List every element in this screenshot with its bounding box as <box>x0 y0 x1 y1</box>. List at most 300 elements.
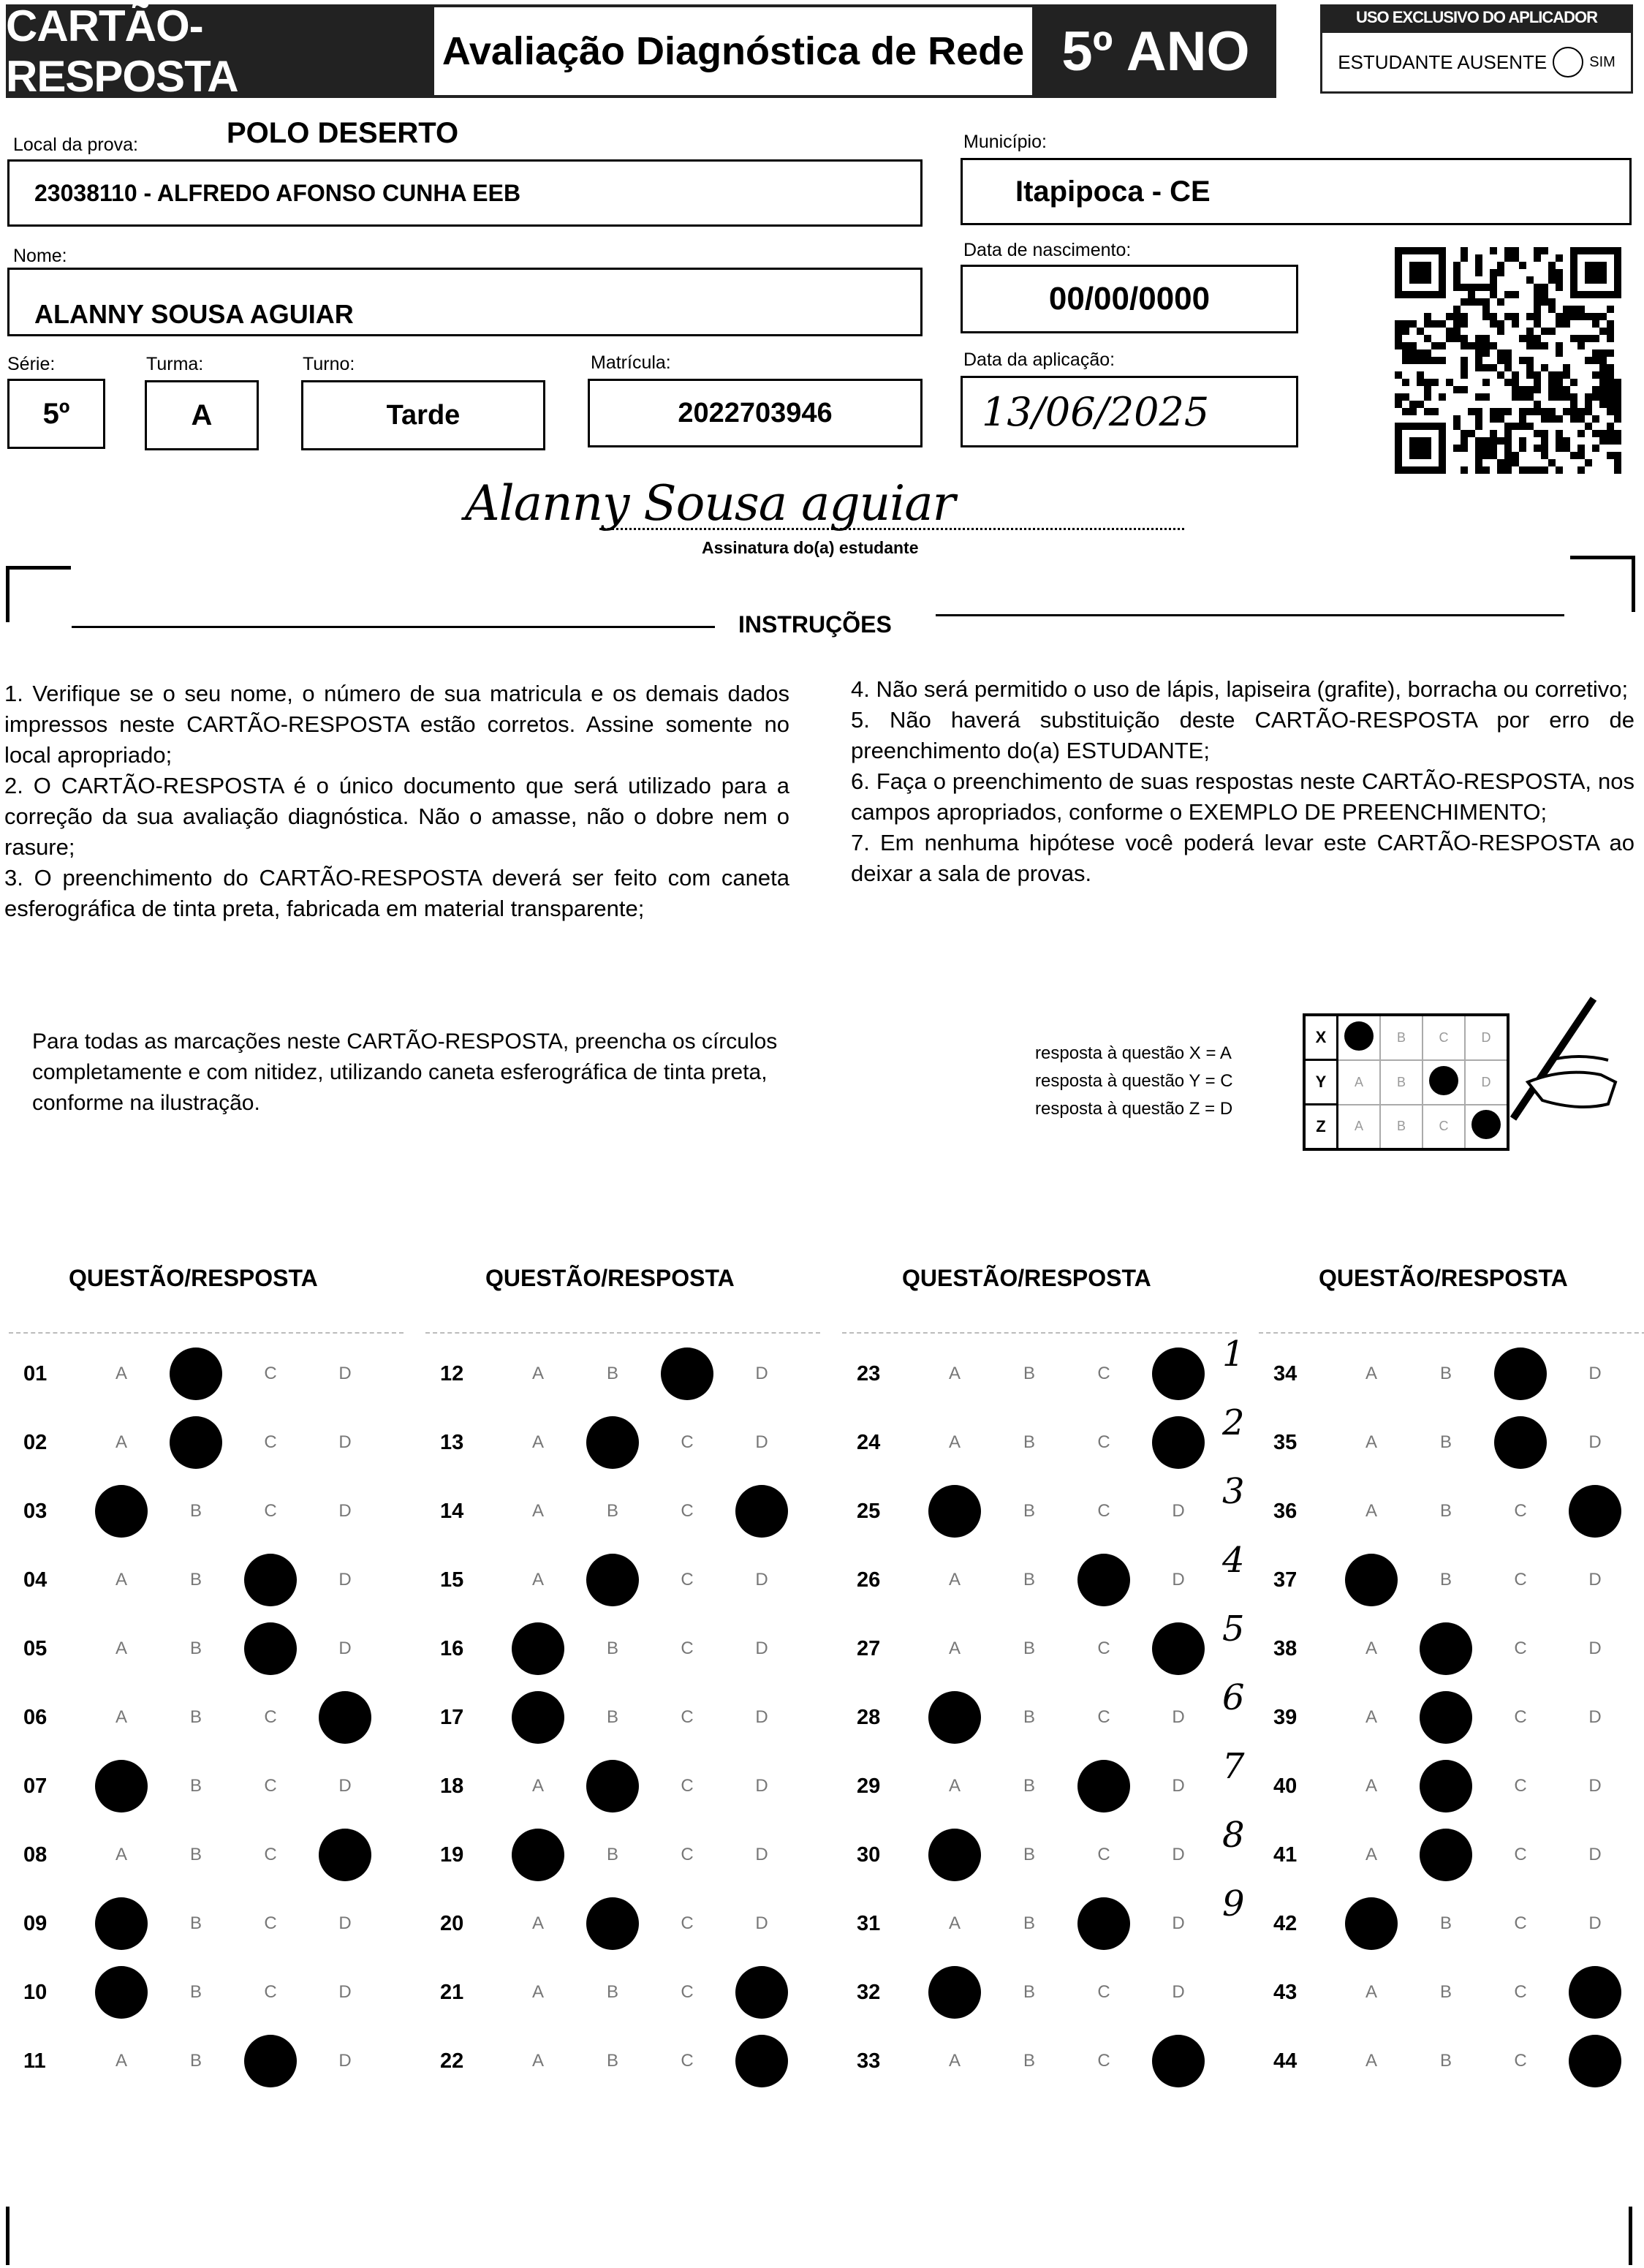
answer-row <box>9 2027 404 2095</box>
handwritten-note: 1 <box>1222 1334 1245 1375</box>
handwritten-note: 6 <box>1222 1677 1245 1718</box>
applicator-label: USO EXCLUSIVO DO APLICADOR <box>1320 4 1633 31</box>
answer-bubble-b[interactable]: B <box>189 1707 202 1727</box>
answer-row <box>1259 1477 1644 1546</box>
answer-bubble-b[interactable] <box>586 1760 639 1812</box>
instruction-3: 3. O preenchimento do CARTÃO-RESPOSTA deverá ser feito com caneta esferográfica de tinta preta, fabricada em material transparente; <box>4 865 789 921</box>
nascimento-label: Data de nascimento: <box>963 240 1132 260</box>
answer-bubble-a[interactable]: A <box>1365 1364 1377 1383</box>
answer-bubble-d[interactable]: D <box>1172 1982 1185 2002</box>
answer-bubble-d[interactable]: D <box>338 1913 352 1933</box>
answer-row <box>9 1408 404 1477</box>
answer-bubble-b[interactable]: B <box>606 1982 618 2002</box>
answer-bubble-a[interactable]: A <box>1365 1845 1377 1864</box>
answer-bubble-b[interactable]: B <box>1439 1570 1452 1590</box>
answer-bubble-b[interactable]: B <box>606 2051 618 2071</box>
answer-bubble-d[interactable]: D <box>1172 1913 1185 1933</box>
answer-row <box>9 1683 404 1752</box>
answer-bubble-c[interactable]: C <box>264 1707 277 1727</box>
answer-bubble-c[interactable]: C <box>681 1570 694 1590</box>
answer-bubble-a[interactable] <box>95 1966 148 2019</box>
answer-bubble-a[interactable] <box>512 1691 564 1744</box>
answer-bubble-b[interactable]: B <box>1023 1707 1035 1727</box>
answer-bubble-c[interactable]: C <box>1097 1707 1110 1727</box>
answer-row <box>1259 1821 1644 1889</box>
example-bubble: D <box>1465 1060 1508 1105</box>
answer-bubble-a[interactable]: A <box>1365 1707 1377 1727</box>
answer-bubble-b[interactable]: B <box>1439 2051 1452 2071</box>
qr-code <box>1395 246 1621 475</box>
answer-bubble-c[interactable] <box>244 1622 297 1675</box>
question-number: 18 <box>440 1774 464 1798</box>
instructions-title: INSTRUÇÕES <box>738 611 892 638</box>
answer-bubble-d[interactable]: D <box>755 1845 768 1864</box>
answer-bubble-d[interactable]: D <box>338 1638 352 1658</box>
example-bubble: B <box>1380 1105 1423 1150</box>
answer-bubble-b[interactable] <box>1420 1691 1472 1744</box>
answer-bubble-c[interactable]: C <box>681 1638 694 1658</box>
answer-bubble-d[interactable]: D <box>1588 1364 1602 1383</box>
answer-bubble-a[interactable]: A <box>531 1913 544 1933</box>
example-line-x: resposta à questão X = A <box>1035 1043 1232 1063</box>
turma-field: A <box>145 380 259 450</box>
answer-bubble-d[interactable] <box>1569 1485 1621 1538</box>
question-number: 11 <box>23 2049 46 2073</box>
question-number: 01 <box>23 1361 48 1386</box>
answer-bubble-d[interactable] <box>319 1691 371 1744</box>
answer-bubble-b[interactable] <box>1420 1829 1472 1881</box>
answer-bubble-b[interactable]: B <box>1439 1501 1452 1521</box>
absent-checkbox[interactable] <box>1553 47 1583 78</box>
answer-bubble-b[interactable] <box>1420 1622 1472 1675</box>
instruction-5: 5. Não haverá substituição deste CARTÃO-RESPOSTA por erro de preenchimento do(a) ESTUDANTE; <box>851 707 1634 763</box>
local-value: POLO DESERTO <box>227 117 459 149</box>
answer-bubble-c[interactable] <box>1494 1416 1547 1469</box>
example-bubble: A <box>1338 1105 1381 1150</box>
answer-bubble-c[interactable] <box>1077 1554 1130 1606</box>
answer-bubble-c[interactable]: C <box>1097 1501 1110 1521</box>
question-number: 31 <box>857 1911 881 1935</box>
answer-bubble-c[interactable]: C <box>264 1776 277 1796</box>
example-line-z: resposta à questão Z = D <box>1035 1099 1233 1119</box>
answer-bubble-a[interactable]: A <box>948 1570 961 1590</box>
answer-bubble-a[interactable]: A <box>531 2051 544 2071</box>
answer-bubble-a[interactable]: A <box>1365 1982 1377 2002</box>
school-field: 23038110 - ALFREDO AFONSO CUNHA EEB <box>7 159 923 227</box>
answer-bubble-c[interactable]: C <box>264 1913 277 1933</box>
answer-column <box>842 1332 1237 2095</box>
answer-bubble-b[interactable]: B <box>606 1707 618 1727</box>
question-number: 17 <box>440 1705 464 1729</box>
answer-bubble-b[interactable] <box>170 1416 222 1469</box>
answer-bubble-d[interactable]: D <box>338 1570 352 1590</box>
answer-bubble-c[interactable]: C <box>1097 1638 1110 1658</box>
answer-row <box>842 1546 1237 1614</box>
answer-bubble-c[interactable]: C <box>1514 1982 1527 2002</box>
answer-row <box>842 1821 1237 1889</box>
example-bubble: D <box>1465 1015 1508 1060</box>
example-bubble <box>1423 1060 1465 1105</box>
instructions-left <box>4 678 789 924</box>
answer-bubble-b[interactable]: B <box>189 2051 202 2071</box>
local-label: Local da prova: <box>13 135 138 155</box>
example-bubble: C <box>1423 1105 1465 1150</box>
instruction-7: 7. Em nenhuma hipótese você poderá levar este CARTÃO-RESPOSTA ao deixar a sala de provas. <box>851 830 1634 886</box>
answer-bubble-d[interactable]: D <box>1588 1845 1602 1864</box>
answer-bubble-c[interactable]: C <box>681 1501 694 1521</box>
corner-mark-bottom-right <box>1599 2207 1632 2265</box>
answer-bubble-c[interactable]: C <box>1514 1913 1527 1933</box>
answer-bubble-c[interactable]: C <box>681 1707 694 1727</box>
answer-bubble-d[interactable]: D <box>755 1707 768 1727</box>
answer-bubble-a[interactable]: A <box>115 1707 127 1727</box>
absent-field <box>1320 31 1633 94</box>
answer-bubble-a[interactable]: A <box>1365 1776 1377 1796</box>
answer-bubble-a[interactable]: A <box>115 1845 127 1864</box>
question-number: 32 <box>857 1980 881 2004</box>
answer-bubble-b[interactable]: B <box>606 1845 618 1864</box>
answer-row <box>9 1821 404 1889</box>
answer-row <box>842 1958 1237 2027</box>
answer-bubble-b[interactable]: B <box>606 1364 618 1383</box>
answer-row <box>9 1889 404 1958</box>
answer-bubble-b[interactable]: B <box>606 1638 618 1658</box>
answer-bubble-d[interactable]: D <box>755 1913 768 1933</box>
pen-illustration <box>1484 994 1630 1148</box>
answer-bubble-a[interactable]: A <box>531 1432 544 1452</box>
question-number: 44 <box>1273 2049 1298 2073</box>
answer-bubble-d[interactable]: D <box>338 1776 352 1796</box>
answer-bubble-c[interactable]: C <box>681 1776 694 1796</box>
example-row-label: Z <box>1304 1105 1338 1150</box>
answer-bubble-b[interactable]: B <box>606 1501 618 1521</box>
answer-row <box>425 1821 820 1889</box>
question-number: 43 <box>1273 1980 1298 2004</box>
answer-bubble-a[interactable]: A <box>1365 2051 1377 2071</box>
answer-row <box>425 1339 820 1408</box>
answer-bubble-a[interactable] <box>928 1485 981 1538</box>
answer-bubble-d[interactable] <box>1152 1622 1205 1675</box>
answer-bubble-c[interactable] <box>1077 1760 1130 1812</box>
answer-row <box>9 1958 404 2027</box>
nome-field: ALANNY SOUSA AGUIAR <box>7 268 923 336</box>
answer-bubble-a[interactable]: A <box>531 1570 544 1590</box>
answer-bubble-c[interactable]: C <box>1097 1845 1110 1864</box>
question-number: 30 <box>857 1842 881 1867</box>
answer-bubble-c[interactable]: C <box>1514 1845 1527 1864</box>
answer-bubble-a[interactable]: A <box>1365 1432 1377 1452</box>
answer-bubble-a[interactable] <box>512 1829 564 1881</box>
answer-bubble-c[interactable]: C <box>1514 2051 1527 2071</box>
answer-bubble-a[interactable]: A <box>948 1364 961 1383</box>
answer-bubble-a[interactable]: A <box>115 1364 127 1383</box>
answer-bubble-d[interactable] <box>735 1485 788 1538</box>
question-number: 39 <box>1273 1705 1298 1729</box>
answer-bubble-b[interactable]: B <box>1023 1570 1035 1590</box>
answer-bubble-a[interactable]: A <box>115 2051 127 2071</box>
absent-option: SIM <box>1589 53 1615 70</box>
answer-bubble-d[interactable]: D <box>755 1364 768 1383</box>
answer-bubble-c[interactable] <box>1077 1897 1130 1950</box>
answer-bubble-b[interactable]: B <box>1023 1638 1035 1658</box>
answer-bubble-d[interactable] <box>1152 1347 1205 1400</box>
answer-bubble-c[interactable]: C <box>264 1982 277 2002</box>
answer-bubble-a[interactable]: A <box>531 1501 544 1521</box>
answer-row <box>842 1408 1237 1477</box>
question-number: 38 <box>1273 1636 1298 1660</box>
answer-bubble-c[interactable] <box>661 1347 713 1400</box>
question-number: 29 <box>857 1774 881 1798</box>
example-row <box>1304 1105 1508 1150</box>
question-number: 16 <box>440 1636 464 1660</box>
answer-bubble-c[interactable]: C <box>1514 1570 1527 1590</box>
answer-bubble-a[interactable] <box>928 1966 981 2019</box>
answer-row <box>9 1339 404 1408</box>
corner-mark-bottom-left <box>6 2207 39 2265</box>
answer-bubble-b[interactable]: B <box>1023 1364 1035 1383</box>
answer-bubble-d[interactable] <box>735 2035 788 2087</box>
question-number: 35 <box>1273 1430 1298 1454</box>
answer-bubble-a[interactable] <box>95 1760 148 1812</box>
question-number: 22 <box>440 2049 464 2073</box>
answer-bubble-a[interactable]: A <box>115 1638 127 1658</box>
answer-bubble-a[interactable] <box>95 1485 148 1538</box>
answer-bubble-b[interactable]: B <box>189 1982 202 2002</box>
answer-row <box>425 1752 820 1821</box>
answer-bubble-b[interactable] <box>586 1897 639 1950</box>
answer-bubble-d[interactable]: D <box>755 1776 768 1796</box>
answer-row <box>9 1546 404 1614</box>
instruction-6: 6. Faça o preenchimento de suas respostas neste CARTÃO-RESPOSTA, nos campos apropriados, conforme o EXEMPLO DE PREENCHIMENTO; <box>851 768 1634 825</box>
answer-bubble-c[interactable]: C <box>1097 2051 1110 2071</box>
answer-row <box>9 1614 404 1683</box>
question-number: 07 <box>23 1774 48 1798</box>
question-number: 15 <box>440 1568 464 1592</box>
answer-bubble-b[interactable]: B <box>189 1776 202 1796</box>
handwritten-note: 2 <box>1222 1402 1245 1443</box>
answer-bubble-a[interactable]: A <box>948 1913 961 1933</box>
example-line-y: resposta à questão Y = C <box>1035 1071 1233 1091</box>
municipio-field: Itapipoca - CE <box>961 158 1632 225</box>
answer-row <box>9 1477 404 1546</box>
corner-mark-top-right <box>1570 556 1635 612</box>
nome-label: Nome: <box>13 246 67 266</box>
question-number: 03 <box>23 1499 48 1523</box>
answer-bubble-d[interactable]: D <box>1588 1776 1602 1796</box>
answer-bubble-c[interactable]: C <box>1097 1982 1110 2002</box>
answer-row <box>1259 1958 1644 2027</box>
answer-bubble-d[interactable]: D <box>755 1570 768 1590</box>
turma-label: Turma: <box>146 354 204 374</box>
answer-row <box>9 1752 404 1821</box>
example-table <box>1303 1013 1509 1151</box>
grade-title: 5º ANO <box>1035 4 1276 98</box>
answer-bubble-d[interactable] <box>1569 2035 1621 2087</box>
answer-bubble-b[interactable]: B <box>1439 1432 1452 1452</box>
answer-bubble-d[interactable]: D <box>338 2051 352 2071</box>
question-number: 33 <box>857 2049 881 2073</box>
answer-bubble-c[interactable]: C <box>1514 1501 1527 1521</box>
answer-bubble-d[interactable]: D <box>1588 1913 1602 1933</box>
answer-bubble-d[interactable]: D <box>755 1638 768 1658</box>
answer-bubble-d[interactable]: D <box>1588 1638 1602 1658</box>
answer-bubble-c[interactable]: C <box>681 2051 694 2071</box>
question-number: 12 <box>440 1361 464 1386</box>
answer-bubble-d[interactable]: D <box>1172 1707 1185 1727</box>
answer-bubble-d[interactable]: D <box>755 1432 768 1452</box>
answer-bubble-d[interactable]: D <box>338 1432 352 1452</box>
question-number: 06 <box>23 1705 48 1729</box>
answer-bubble-d[interactable]: D <box>1172 1845 1185 1864</box>
example-row-label: Y <box>1304 1060 1338 1105</box>
answer-bubble-c[interactable]: C <box>1514 1638 1527 1658</box>
answer-bubble-c[interactable]: C <box>1097 1364 1110 1383</box>
answer-row <box>842 2027 1237 2095</box>
answer-bubble-d[interactable]: D <box>1588 1570 1602 1590</box>
answer-bubble-d[interactable]: D <box>1172 1776 1185 1796</box>
question-number: 24 <box>857 1430 881 1454</box>
absent-label: ESTUDANTE AUSENTE <box>1338 50 1548 73</box>
answer-bubble-d[interactable] <box>735 1966 788 2019</box>
answer-bubble-d[interactable]: D <box>338 1501 352 1521</box>
instructions-rule-right <box>936 614 1564 616</box>
answer-bubble-c[interactable]: C <box>264 1845 277 1864</box>
answer-bubble-c[interactable]: C <box>1514 1707 1527 1727</box>
answer-bubble-a[interactable] <box>928 1829 981 1881</box>
question-number: 04 <box>23 1568 48 1592</box>
answer-bubble-a[interactable]: A <box>115 1432 127 1452</box>
answer-bubble-d[interactable]: D <box>1172 1570 1185 1590</box>
handwritten-note: 8 <box>1222 1815 1245 1856</box>
answer-bubble-a[interactable]: A <box>531 1982 544 2002</box>
serie-field: 5º <box>7 379 105 449</box>
example-legend <box>1035 1040 1233 1123</box>
answer-row <box>1259 1408 1644 1477</box>
answer-bubble-b[interactable]: B <box>1023 1982 1035 2002</box>
answer-bubble-a[interactable]: A <box>115 1570 127 1590</box>
answer-bubble-b[interactable]: B <box>189 1845 202 1864</box>
answer-bubble-a[interactable]: A <box>531 1776 544 1796</box>
answer-bubble-a[interactable]: A <box>948 1638 961 1658</box>
answer-bubble-c[interactable] <box>244 1554 297 1606</box>
example-row <box>1304 1015 1508 1060</box>
answer-bubble-b[interactable]: B <box>1439 1364 1452 1383</box>
question-number: 09 <box>23 1911 48 1935</box>
card-title: CARTÃO-RESPOSTA <box>6 4 431 98</box>
answer-bubble-d[interactable]: D <box>338 1364 352 1383</box>
answer-bubble-c[interactable] <box>1494 1347 1547 1400</box>
matricula-field: 2022703946 <box>588 379 923 447</box>
answer-bubble-b[interactable]: B <box>1439 1982 1452 2002</box>
answer-bubble-a[interactable] <box>1345 1554 1398 1606</box>
question-number: 02 <box>23 1430 48 1454</box>
answer-bubble-b[interactable]: B <box>1023 1845 1035 1864</box>
answer-bubble-a[interactable]: A <box>948 1432 961 1452</box>
answer-bubble-a[interactable] <box>95 1897 148 1950</box>
example-bubble: B <box>1380 1015 1423 1060</box>
answer-bubble-b[interactable]: B <box>189 1913 202 1933</box>
question-number: 42 <box>1273 1911 1298 1935</box>
answer-bubble-c[interactable]: C <box>681 1432 694 1452</box>
answer-bubble-b[interactable]: B <box>1023 1432 1035 1452</box>
answer-bubble-a[interactable] <box>1345 1897 1398 1950</box>
column-header: QUESTÃO/RESPOSTA <box>902 1265 1151 1291</box>
answer-bubble-d[interactable]: D <box>1172 1501 1185 1521</box>
answer-bubble-a[interactable] <box>928 1691 981 1744</box>
answer-bubble-b[interactable] <box>1420 1760 1472 1812</box>
question-number: 40 <box>1273 1774 1298 1798</box>
municipio-label: Município: <box>963 132 1047 152</box>
answer-bubble-d[interactable]: D <box>1588 1432 1602 1452</box>
answer-bubble-d[interactable] <box>1569 1966 1621 2019</box>
corner-mark-top-left <box>6 566 71 622</box>
answer-bubble-c[interactable]: C <box>1514 1776 1527 1796</box>
question-number: 23 <box>857 1361 881 1386</box>
answer-bubble-c[interactable]: C <box>264 1432 277 1452</box>
answer-bubble-a[interactable]: A <box>1365 1638 1377 1658</box>
answer-bubble-d[interactable]: D <box>1588 1707 1602 1727</box>
example-bubble: A <box>1338 1060 1381 1105</box>
answer-bubble-a[interactable]: A <box>948 2051 961 2071</box>
instruction-1: 1. Verifique se o seu nome, o número de sua matricula e os demais dados impressos neste CARTÃO-RESPOSTA estão corretos. Assine somente no local apropriado; <box>4 681 789 768</box>
answer-bubble-b[interactable]: B <box>1023 2051 1035 2071</box>
answer-bubble-b[interactable]: B <box>1023 1776 1035 1796</box>
answer-bubble-b[interactable]: B <box>189 1570 202 1590</box>
answer-bubble-b[interactable]: B <box>1439 1913 1452 1933</box>
instruction-2: 2. O CARTÃO-RESPOSTA é o único documento que será utilizado para a correção da sua avaliação diagnóstica. Não o amasse, não o dobre nem o rasure; <box>4 773 789 860</box>
answer-bubble-d[interactable]: D <box>338 1982 352 2002</box>
handwritten-note: 9 <box>1222 1883 1245 1924</box>
turno-field: Tarde <box>301 380 545 450</box>
answer-bubble-c[interactable]: C <box>681 1913 694 1933</box>
answer-bubble-b[interactable] <box>586 1554 639 1606</box>
answer-bubble-b[interactable]: B <box>189 1501 202 1521</box>
question-number: 21 <box>440 1980 464 2004</box>
answer-bubble-c[interactable]: C <box>1097 1432 1110 1452</box>
answer-bubble-c[interactable] <box>244 2035 297 2087</box>
question-number: 27 <box>857 1636 881 1660</box>
answer-bubble-c[interactable]: C <box>264 1364 277 1383</box>
answer-row <box>425 1683 820 1752</box>
answer-bubble-d[interactable] <box>319 1829 371 1881</box>
answer-bubble-a[interactable]: A <box>1365 1501 1377 1521</box>
example-row-label: X <box>1304 1015 1338 1060</box>
column-header: QUESTÃO/RESPOSTA <box>485 1265 735 1291</box>
answer-bubble-d[interactable] <box>1152 2035 1205 2087</box>
answer-bubble-b[interactable]: B <box>1023 1913 1035 1933</box>
answer-bubble-b[interactable]: B <box>189 1638 202 1658</box>
answer-row <box>425 1614 820 1683</box>
nascimento-field: 00/00/0000 <box>961 265 1298 333</box>
answer-bubble-c[interactable]: C <box>264 1501 277 1521</box>
answer-row <box>1259 1752 1644 1821</box>
answer-row <box>425 2027 820 2095</box>
answer-bubble-b[interactable] <box>170 1347 222 1400</box>
answer-bubble-d[interactable] <box>1152 1416 1205 1469</box>
handwritten-note: 3 <box>1222 1471 1245 1512</box>
signature: Alanny Sousa aguiar <box>465 475 955 532</box>
answer-bubble-a[interactable]: A <box>531 1364 544 1383</box>
answer-bubble-a[interactable] <box>512 1622 564 1675</box>
answer-bubble-c[interactable]: C <box>681 1845 694 1864</box>
answer-row <box>1259 1339 1644 1408</box>
answer-bubble-c[interactable]: C <box>681 1982 694 2002</box>
applicator-box <box>1320 4 1633 98</box>
answer-bubble-b[interactable]: B <box>1023 1501 1035 1521</box>
answer-bubble-b[interactable] <box>586 1416 639 1469</box>
answer-bubble-a[interactable]: A <box>948 1776 961 1796</box>
answer-row <box>842 1339 1237 1408</box>
